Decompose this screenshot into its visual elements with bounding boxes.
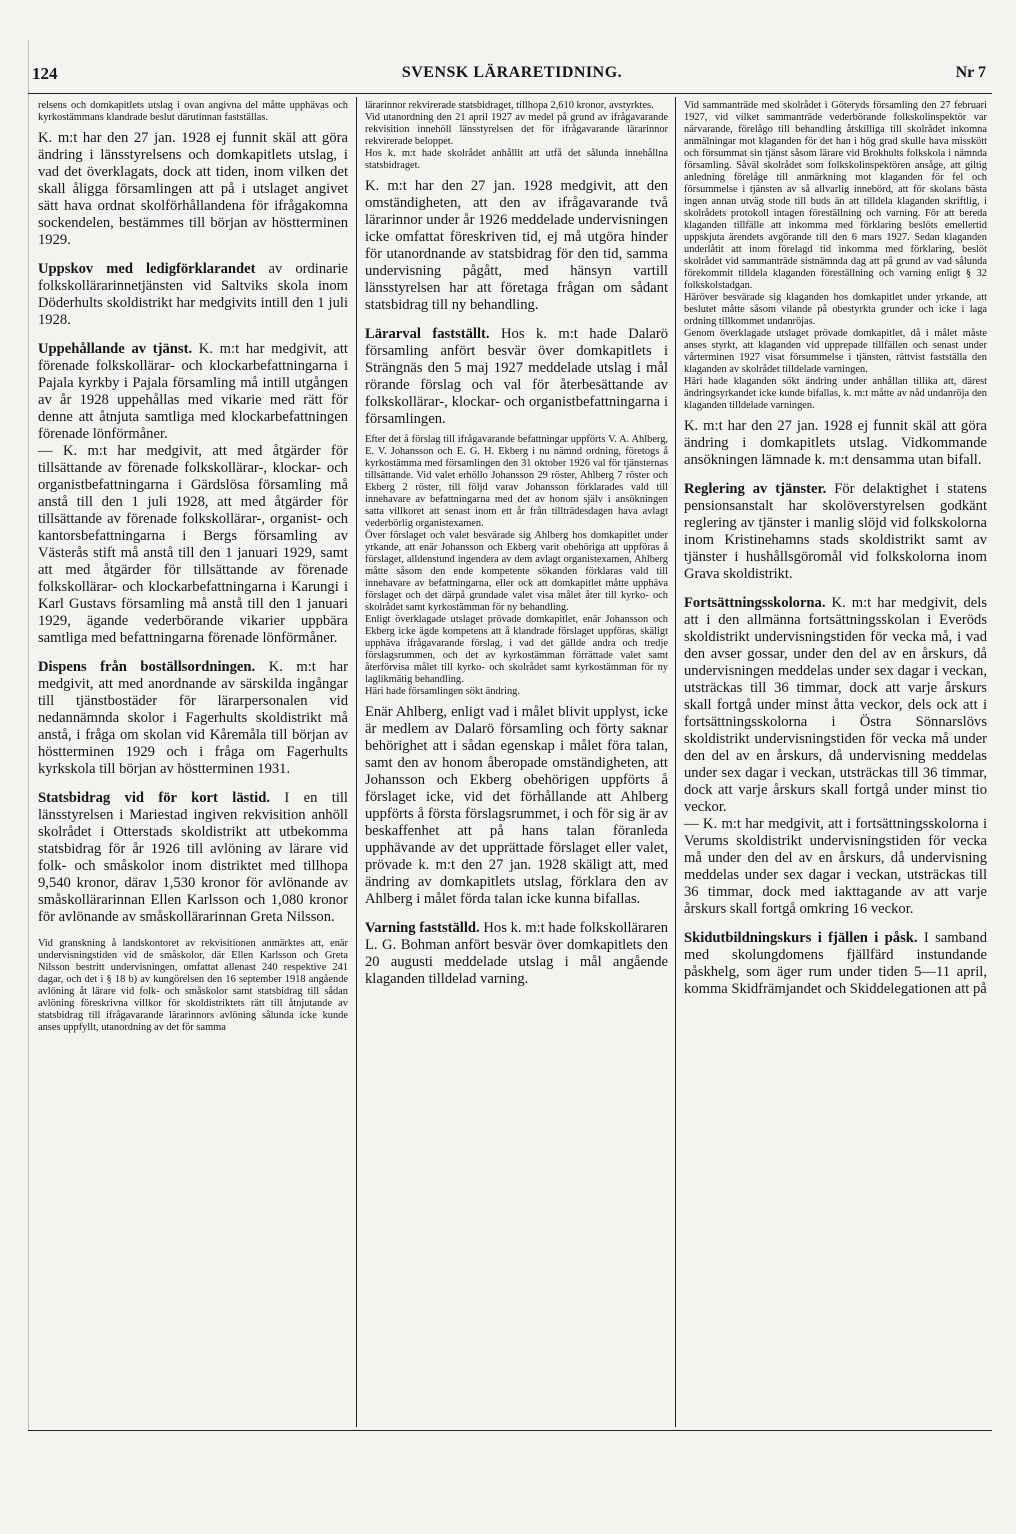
paragraph: Enär Ahlberg, enligt vad i målet blivit upplyst, icke är medlem av Dalarö församling och förty saknar behörighet att i sådan egenskap i målet föra talan, samt den av honom åberopade omständigheten, att Johansson och Ekberg obehörigen uppförts å förslaget icke, vid det förhållande att Ahlberg uppförts å första förslagsrummet, i och för sig är av beskaffenhet att på hans talan föranleda upphävande av det upprättade förslaget eller valet, prövade k. m:t den 27 jan. 1928 skäligt att, med ändring av domkapitlets utslag, förklara den av Ahlberg i målet förda talan icke kunna bifallas.: [365, 704, 668, 907]
column-divider-2: [675, 97, 676, 1427]
paragraph: Efter det å förslag till ifrågavarande befattningar uppförts V. A. Ahlberg, E. V. Johansson och E. G. H. Ekberg i nu nämnd ordning, företogs å kyrkostämma med församlingen den 31 oktober 1926 val för tjänsternas tillsättande. Vid valet erhöllo Johansson 29 röster, Ahlberg 7 röster och Ekberg 2 röster, till följd varav Johansson förklarades vald till innehavare av befattningarna med det av honom själv i ansökningen satta villkoret att senast inom ett år från tillträdesdagen hava avlagt vederbörlig organistexamen.: [365, 434, 668, 529]
article-text: K. m:t har medgivit, att med anordnande av särskilda ingångar till tjänstbostäder för lärarpersonalen vid nedannämnda skolor i Fagerhults skoldistrikt må anstå, i fråga om skolan vid Kåremåla till början av höstterminen 1929 och i fråga om Fagerhults kyrkskola till början av höstterminen 1931.: [38, 659, 348, 777]
article-text: Hos k. m:t hade Dalarö församling anfört besvär över domkapitlets i Strängnäs den 5 maj 1927 meddelade utslag i mål rörande förslag och val för återbesättande av folkskollärar-, klockar- och organistbefattningarna i församlingen.: [365, 326, 668, 427]
paragraph: Häri hade församlingen sökt ändring.: [365, 686, 520, 697]
paragraph: Vid utanordning den 21 april 1927 av medel på grund av ifrågavarande rekvisition innehöll länsstyrelsen det för ifrågavarande lärarinnor rekvirerade beloppet.: [365, 112, 668, 147]
article-heading: Reglering av tjänster.: [684, 481, 827, 497]
article-paragraph: [684, 481, 987, 583]
paragraph: — K. m:t har medgivit, att med åtgärder för tillsättande av förenade folkskollärar-, klockar- och organistbefattningarna i Gärdslösa församling må anstå till den 1 juli 1928, att med åtgärder för tillsättande av förenade folkskollärar-, organist- och kantorsbefattningarna i Bergs församling av Västerås stift må anstå till den 1 januari 1929, samt att med åtgärder för tillsättande av förenade folkskollärar- och klockarbefattningarna i Karungi i Karl Gustavs församling må anstå till den 1 januari 1929, ägande vederbörande vikarier uppbära samtliga med befattningarna förenade lönförmåner.: [38, 443, 348, 646]
footer-rule: [28, 1430, 992, 1431]
article-text: av ordinarie folkskollärarinnetjänsten vid Saltviks skola inom Döderhults skoldistrikt har medgivits intill den 1 juli 1928.: [38, 261, 348, 328]
column-3: [684, 100, 987, 1422]
article-heading: Uppehållande av tjänst.: [38, 341, 193, 357]
column-divider-1: [356, 97, 357, 1427]
page-edge-line: [28, 40, 29, 1430]
paragraph: lärarinnor rekvirerade statsbidraget, tillhopa 2,610 kronor, avstyrktes.: [365, 100, 654, 111]
paragraph: Enligt överklagade utslaget prövade domkapitlet, enär Johansson och Ekberg icke ägde kompetens att å klandrade förslaget uppföras, skäligt upphäva ifrågavarande förslag, i vad det gällde andra och tredje förslagsrummen, och det av kyrkostämman förrättade valet samt återförvisa målet till kyrko- och skolrådet samt kyrkostämman för ny laglikmätig behandling.: [365, 614, 668, 685]
paragraph: K. m:t har den 27 jan. 1928 ej funnit skäl att göra ändring i länsstyrelsens och domkapitlets utslag, i vad det överklagats, dock att tiden, inom vilken det skall åligga församlingen att på i utslaget angivet sätt hava ordnat skolförhållandena för ifrågakomna sockendelen, bestämmes till början av höstterminen 1929.: [38, 130, 348, 248]
article-paragraph: [365, 920, 668, 988]
page-number: 124: [32, 64, 58, 83]
article-text: För delaktighet i statens pensionsanstalt har skolöverstyrelsen godkänt reglering av tjänster i manlig slöjd vid folkskolorna inom Kristinehamns stads skoldistrikt samt av tjänster i hushållsgöromål vid folkskolorna inom Grava skoldistrikt.: [684, 481, 987, 582]
article-heading: Dispens från boställsordningen.: [38, 659, 256, 675]
article-paragraph: [38, 790, 348, 926]
journal-title: SVENSK LÄRARETIDNING.: [401, 64, 623, 81]
paragraph: relsens och domkapitlets utslag i ovan angivna del måtte upphävas och kyrkostämmans klandrade beslut därutinnan fastställas.: [38, 100, 348, 123]
article-paragraph: [684, 930, 987, 998]
paragraph: K. m:t har den 27 jan. 1928 medgivit, att den omständigheten, att den av ifrågavarande två lärarinnor under år 1926 meddelade undervisningen icke omfattat föreskriven tid, ej må utgöra hinder för utanordnande av statsbidrag för den tid, samma undervisning pågått, med hänsyn vartill länsstyrelsen har att företaga frågan om sådant statsbidrag till ny behandling.: [365, 178, 668, 313]
article-text: K. m:t har medgivit, dels att i den allmänna fortsättningsskolan i Everöds skoldistrikt undervisningstiden för vecka må, i vad den avser gossar, under den del av en årskurs, då undervisningen meddelas under sex dagar i veckan, utsträckas till 36 timmar, dock att varje årskurs skall fortgå under minst åtta veckor, dels ock att i fortsättningsskolorna i Östra Sönnarslövs skoldistrikt undervisningstiden för vecka må under den del av en årskurs, då undervisning meddelas under sex dagar i veckan, utsträckas till 36 timmar, dock att varje årskurs skall fortgå under minst tio veckor.: [684, 595, 987, 815]
article-heading: Lärarval fastställt.: [365, 326, 490, 342]
paragraph: Vid sammanträde med skolrådet i Göteryds församling den 27 februari 1927, vid vilket sammanträde vederbörande folkskolinspektör var närvarande, förelågo till behandling åtskilliga till skolrådet inkomna anmälningar mot klaganden för det han i hög grad skulle hava misskött och försummat sin tjänst såsom lärare vid Brokhults folkskola i nämnda församling. Såväl skolrådet som folkskolinspektören ansåge, att giltig anledning förelåge till anmärkning mot klaganden för fel och försummelse i tjänsten av så allvarlig innebörd, att för skolans bästa ingen annan utväg stode till buds än att tilldela klaganden skriftlig, i skolrådets protokoll intagen föreställning och varning. För att bereda klaganden tillfälle att inkomma med förklaring beslöts emellertid uppskjuta ärendets avgörande till den 6 mars 1927. Sedan klaganden underlåtit att inom förelagd tid inkomma med förklaring, beslöt skolrådet vid sammanträde sistnämnda dag att på grund av vad sålunda förekommit tilldela klaganden föreställning och varning enligt § 32 folkskolstadgan.: [684, 100, 987, 291]
article-paragraph: [38, 659, 348, 778]
article-text: Hos k. m:t hade folkskolläraren L. G. Bohman anfört besvär över domkapitlets den 20 augusti meddelade utslag i mål angående klaganden tilldelad varning.: [365, 920, 668, 987]
issue-number: Nr 7: [955, 64, 986, 81]
column-1: [38, 100, 348, 1422]
article-paragraph: [365, 326, 668, 428]
article-paragraph: [38, 341, 348, 443]
article-text: I samband med skolungdomens fjällfärd instundande påskhelg, som äger rum under tiden 5—11 april, komma Skidfrämjandet och Skiddelegationen att på: [684, 930, 987, 997]
column-2: [365, 100, 668, 1422]
header-rule: [28, 93, 992, 94]
article-heading: Fortsättningsskolorna.: [684, 595, 826, 611]
article-paragraph: [38, 261, 348, 329]
paragraph: Häröver besvärade sig klaganden hos domkapitlet under yrkande, att beslutet måtte såsom vilande på obestyrkta grunder och icke i laga ordning tillkommet undanröjas.: [684, 292, 987, 327]
paragraph: Genom överklagade utslaget prövade domkapitlet, då i målet måste anses styrkt, att klaganden vid upprepade tillfällen och senast under vårterminen 1927 visat försummelse i tjänsten, rättvist fastställa den klaganden av skolrådet tilldelade varningen.: [684, 328, 987, 375]
article-text: K. m:t har medgivit, att förenade folkskollärar- och klockarbefattningarna i Pajala kyrkby i Pajala församling må intill utgången av år 1928 uppehållas med vikarie med rätt för denne att åtnjuta samtliga med klockarbefattningen förenade lönförmåner.: [38, 341, 348, 442]
paragraph: — K. m:t har medgivit, att i fortsättningsskolorna i Verums skoldistrikt undervisningstiden för vecka må under den del av en årskurs, då undervisning meddelas under sex dagar i veckan, utsträckas till 36 timmar, dock med iakttagande av att varje årskurs skall fortgå omkring 16 veckor.: [684, 816, 987, 917]
article-heading: Skidutbildningskurs i fjällen i påsk.: [684, 930, 918, 946]
page-header: [32, 64, 992, 90]
paragraph: Hos k. m:t hade skolrådet anhållit att utfå det sålunda innehållna statsbidraget.: [365, 148, 668, 171]
paragraph: K. m:t har den 27 jan. 1928 ej funnit skäl att göra ändring i domkapitlets utslag. Vidkommande ansökningen lämnade k. m:t densamma utan bifall.: [684, 418, 987, 468]
article-heading: Uppskov med ledigförklarandet: [38, 261, 256, 277]
article-paragraph: [684, 595, 987, 816]
paragraph: Häri hade klaganden sökt ändring under anhållan tillika att, därest ändringsyrkandet icke kunde bifallas, k. m:t måtte av nåd undanröja den klaganden tilldelade varningen.: [684, 376, 987, 411]
paragraph: Över förslaget och valet besvärade sig Ahlberg hos domkapitlet under yrkande, att enär Johansson och Ekberg varit obehöriga att uppföras å förslaget, alldenstund ingendera av dem avlagt organistexamen, Ahlberg måtte såsom den ende kompetente sökanden förklaras vald till innehavare av befattningarna, eller ock att domkapitlet måtte upphäva förslaget och det därpå grundade valet visa målet åter till kyrko- och skolrådet samt kyrkostämman för ny behandling.: [365, 530, 668, 613]
article-heading: Varning fastställd.: [365, 920, 480, 936]
paragraph: Vid granskning å landskontoret av rekvisitionen anmärktes att, enär undervisningstiden vid de småskolor, där Ellen Karlsson och Greta Nilsson bestritt undervisningen, omfattat allenast 240 respektive 241 dagar, och det i § 18 b) av kungörelsen den 16 september 1918 angående avlöning åt lärare vid folk- och småskolor samt statsbidrag till sådan avlöning föreskrivna villkor för skoldistriktets rätt till åtnjutande av statsbidrag till ifrågavarande lärarinnors avlöning sålunda icke kunde anses uppfyllt, utanordning av det för samma: [38, 938, 348, 1033]
article-text: I en till länsstyrelsen i Mariestad ingiven rekvisition anhöll skolrådet i Otterstads skoldistrikt att utbekomma statsbidrag för år 1926 till avlöning av lärare vid folk- och småskolor inom distriktet med tillhopa 9,540 kronor, därav 1,530 kronor för avlönande av småskollärarinnan Ellen Karlsson och 1,080 kronor för avlönande av småskollärarinnan Greta Nilsson.: [38, 790, 348, 925]
article-heading: Statsbidrag vid för kort lästid.: [38, 790, 270, 806]
